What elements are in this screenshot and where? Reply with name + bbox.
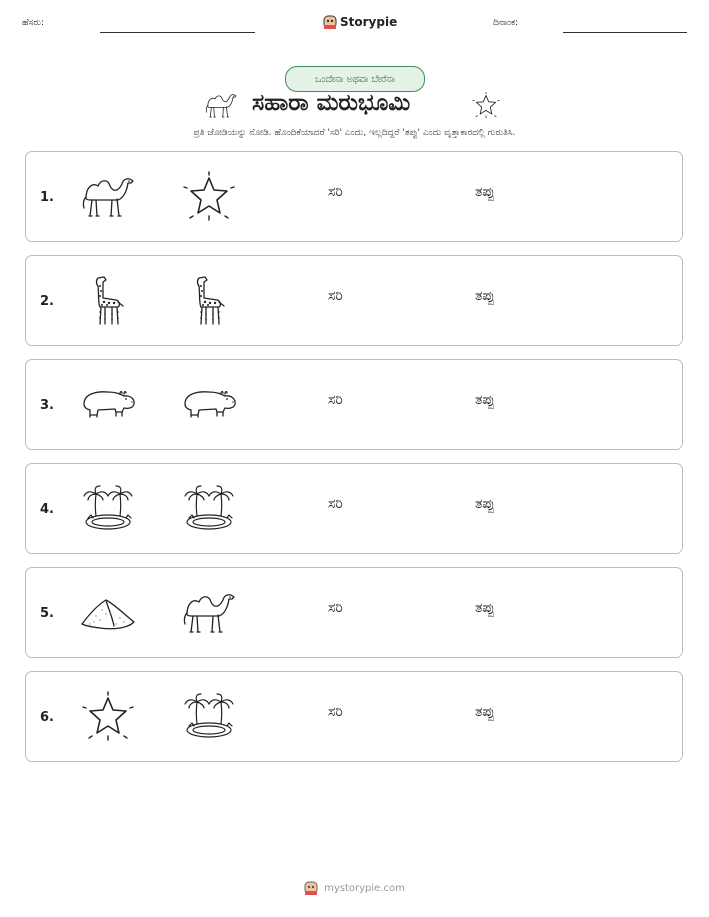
date-line <box>563 32 687 33</box>
answer-option-wrong[interactable]: ತಪ್ಪು <box>475 392 495 408</box>
oasis-icon <box>179 690 239 742</box>
hippo-icon <box>179 378 239 430</box>
question-card <box>25 671 683 762</box>
name-label: ಹೆಸರು: <box>22 18 45 28</box>
answer-option-correct[interactable]: ಸರಿ <box>328 496 343 512</box>
question-card <box>25 255 683 346</box>
question-number: 6. <box>40 710 54 725</box>
hippo-icon <box>78 378 138 430</box>
answer-option-correct[interactable]: ಸರಿ <box>328 600 343 616</box>
brand-logo <box>323 14 397 30</box>
sand-dune-icon <box>78 586 138 638</box>
title-row <box>0 90 709 122</box>
page-title: ಸಹಾರಾ ಮರುಭೂಮಿ <box>252 90 411 116</box>
footer <box>0 880 709 896</box>
question-card <box>25 463 683 554</box>
oasis-icon <box>179 482 239 534</box>
answer-option-wrong[interactable]: ತಪ್ಪು <box>475 184 495 200</box>
camel-icon <box>203 88 239 122</box>
answer-option-correct[interactable]: ಸರಿ <box>328 184 343 200</box>
answer-option-correct[interactable]: ಸರಿ <box>328 288 343 304</box>
question-card <box>25 567 683 658</box>
answer-option-correct[interactable]: ಸರಿ <box>328 392 343 408</box>
brand-name: Storypie <box>340 15 398 29</box>
star-icon <box>470 90 502 120</box>
camel-icon <box>179 586 239 638</box>
answer-option-wrong[interactable]: ತಪ್ಪು <box>475 496 495 512</box>
worksheet-header <box>0 12 709 36</box>
question-number: 5. <box>40 606 54 621</box>
oasis-icon <box>78 482 138 534</box>
question-number: 1. <box>40 190 54 205</box>
question-number: 3. <box>40 398 54 413</box>
giraffe-icon <box>179 274 239 326</box>
answer-option-wrong[interactable]: ತಪ್ಪು <box>475 704 495 720</box>
answer-option-correct[interactable]: ಸರಿ <box>328 704 343 720</box>
question-card <box>25 151 683 242</box>
camel-icon <box>78 170 138 222</box>
giraffe-icon <box>78 274 138 326</box>
answer-option-wrong[interactable]: ತಪ್ಪು <box>475 288 495 304</box>
storypie-mascot-icon <box>304 880 318 896</box>
storypie-mascot-icon <box>323 14 337 30</box>
date-label: ದಿನಾಂಕ: <box>493 18 519 28</box>
footer-site: mystorypie.com <box>324 882 405 894</box>
worksheet-type-badge: ಒಂದೇನಾ ಅಥವಾ ಬೇರೆನಾ <box>285 66 425 92</box>
question-card <box>25 359 683 450</box>
question-number: 4. <box>40 502 54 517</box>
answer-option-wrong[interactable]: ತಪ್ಪು <box>475 600 495 616</box>
star-icon <box>179 170 239 222</box>
star-icon <box>78 690 138 742</box>
question-number: 2. <box>40 294 54 309</box>
name-line <box>100 32 255 33</box>
instructions: ಪ್ರತಿ ಜೋಡಿಯನ್ನು ನೋಡಿ. ಹೊಂದಿಕೆಯಾದರೆ 'ಸರಿ' ಎಂದು, ಇಲ್ಲದಿದ್ದರೆ 'ತಪ್ಪು' ಎಂದು ವೃತ್ತಾಕಾರದಲ್ಲಿ ಗುರುತಿಸಿ. <box>193 128 516 138</box>
